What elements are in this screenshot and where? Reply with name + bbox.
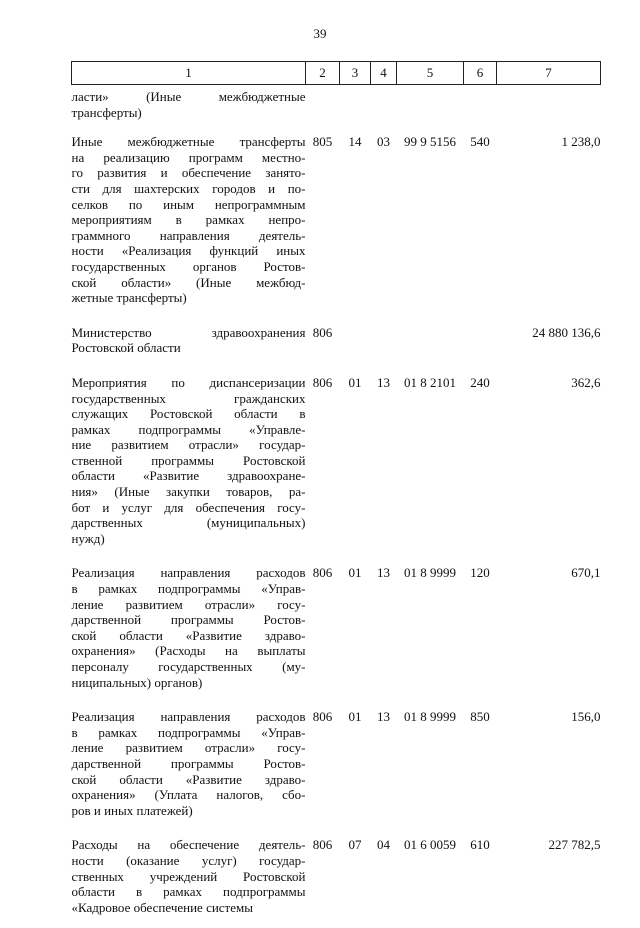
description-line: в рамках подпрограммы «Управ- [71, 581, 306, 597]
description-line: на реализацию программ местно- [71, 149, 306, 165]
section-code [340, 85, 371, 129]
expense-type-code [464, 319, 497, 369]
description-line: ской области «Развитие здраво- [71, 771, 306, 787]
amount: 24 880 136,6 [532, 324, 601, 340]
section-code: 01 [348, 565, 362, 581]
description-line: ности (оказание услуг) государ- [71, 852, 306, 868]
description-line: рамках подпрограммы «Управле- [71, 421, 306, 437]
amount: 227 782,5 [548, 837, 601, 853]
description-line: ственной программы Ростовской [71, 452, 306, 468]
amount: 362,6 [571, 374, 601, 390]
description-line: охранения» (Расходы на выплаты [71, 643, 306, 659]
description-line: нужд) [71, 530, 105, 546]
subsection-code: 04 [377, 837, 390, 853]
header-col-4: 4 [371, 62, 397, 85]
subsection-code: 13 [377, 709, 390, 725]
description-line: государственных органов Ростов- [71, 258, 306, 274]
description-line: го развития и обеспечение занято- [71, 165, 306, 181]
description-line: дарственной программы Ростов- [71, 612, 306, 628]
amount: 156,0 [571, 709, 601, 725]
description-line: области «Развитие здравоохране- [71, 468, 306, 484]
header-col-3: 3 [340, 62, 371, 85]
ministry-code: 806 [312, 374, 333, 390]
target-article-code: 01 6 0059 [404, 837, 456, 853]
table-row [72, 703, 601, 831]
description-line: ской области» (Иные межбюд- [71, 274, 306, 290]
table-row [72, 85, 601, 129]
expense-type-code: 540 [470, 134, 490, 150]
ministry-code: 806 [312, 324, 333, 340]
table-row [72, 831, 601, 928]
table-row [72, 319, 601, 369]
header-col-6: 6 [464, 62, 497, 85]
ministry-code: 806 [312, 709, 333, 725]
description-line: служащих Ростовской области в [71, 406, 306, 422]
row-description [72, 369, 306, 560]
target-article-code: 01 8 9999 [404, 565, 456, 581]
expense-type-code: 240 [470, 374, 490, 390]
section-code: 07 [348, 837, 362, 853]
description-line: бот и услуг для обеспечения госу- [71, 499, 306, 515]
description-line: жетные трансферты) [71, 290, 187, 306]
ministry-code: 806 [312, 565, 333, 581]
target-article-code: 01 8 2101 [404, 374, 456, 390]
ministry-code: 805 [312, 134, 333, 150]
description-line: ности «Реализация функций иных [71, 243, 306, 259]
subsection-code [371, 319, 397, 369]
expense-type-code [464, 85, 497, 129]
description-line: охранения» (Уплата налогов, сбо- [71, 787, 306, 803]
expense-type-code: 120 [470, 565, 490, 581]
description-line: «Кадровое обеспечение системы [71, 899, 253, 915]
description-line: ской области «Развитие здраво- [71, 627, 306, 643]
description-line: трансферты) [71, 104, 142, 120]
section-code: 01 [348, 374, 362, 390]
description-line: ление развитием отрасли» госу- [71, 740, 306, 756]
table-row [72, 128, 601, 319]
description-line: ров и иных платежей) [71, 802, 193, 818]
description-line: мероприятиям в рамках непро- [71, 212, 306, 228]
description-line: дарственных (муниципальных) [71, 515, 306, 531]
page-number: 39 [313, 26, 327, 41]
header-col-7: 7 [497, 62, 601, 85]
section-code [340, 319, 371, 369]
description-line: Ростовской области [71, 340, 181, 356]
description-line: Расходы на обеспечение деятель- [71, 837, 306, 853]
header-col-1: 1 [72, 62, 306, 85]
header-row [72, 62, 601, 85]
expense-type-code: 610 [470, 837, 490, 853]
ministry-code [306, 85, 340, 129]
target-article-code [397, 85, 464, 129]
amount [497, 85, 601, 129]
section-code: 01 [348, 709, 362, 725]
description-line: ласти» (Иные межбюджетные [71, 89, 306, 104]
description-line: ниципальных) органов) [71, 674, 203, 690]
description-line: граммного направления деятель- [71, 227, 306, 243]
table-row [72, 559, 601, 703]
target-article-code: 99 9 5156 [404, 134, 456, 150]
row-description [72, 128, 306, 319]
description-line: персоналу государственных (му- [71, 659, 306, 674]
row-description [72, 831, 306, 928]
description-line: Иные межбюджетные трансферты [71, 134, 306, 150]
description-line: сти для шахтерских городов и по- [71, 180, 306, 196]
target-article-code: 01 8 9999 [404, 709, 456, 725]
description-line: ление развитием отрасли» госу- [71, 596, 306, 612]
description-line: ние развитием отрасли» государ- [71, 437, 306, 453]
description-line: ния» (Иные закупки товаров, ра- [71, 484, 306, 500]
table-row [72, 369, 601, 560]
budget-table [71, 61, 601, 928]
description-line: Реализация направления расходов [71, 565, 306, 581]
row-description [72, 319, 306, 369]
header-col-2: 2 [306, 62, 340, 85]
target-article-code [397, 319, 464, 369]
description-line: Мероприятия по диспансеризации [71, 374, 306, 390]
ministry-code: 806 [312, 837, 333, 853]
amount: 1 238,0 [561, 134, 601, 150]
subsection-code [371, 85, 397, 129]
description-line: дарственной программы Ростов- [71, 755, 306, 771]
description-line: Реализация направления расходов [71, 709, 306, 725]
description-line: в рамках подпрограммы «Управ- [71, 724, 306, 740]
description-line: ственных учреждений Ростовской [71, 868, 306, 884]
description-line: области в рамках подпрограммы [71, 884, 306, 900]
description-line: государственных гражданских [71, 390, 306, 406]
row-description [72, 703, 306, 831]
subsection-code: 13 [377, 374, 390, 390]
header-col-5: 5 [397, 62, 464, 85]
expense-type-code: 850 [470, 709, 490, 725]
subsection-code: 13 [377, 565, 390, 581]
description-line: Министерство здравоохранения [71, 324, 306, 340]
description-line: селков по иным непрограммным [71, 196, 306, 212]
row-description [72, 85, 306, 129]
row-description [72, 559, 306, 703]
subsection-code: 03 [377, 134, 390, 150]
amount: 670,1 [571, 565, 601, 581]
section-code: 14 [348, 134, 362, 150]
